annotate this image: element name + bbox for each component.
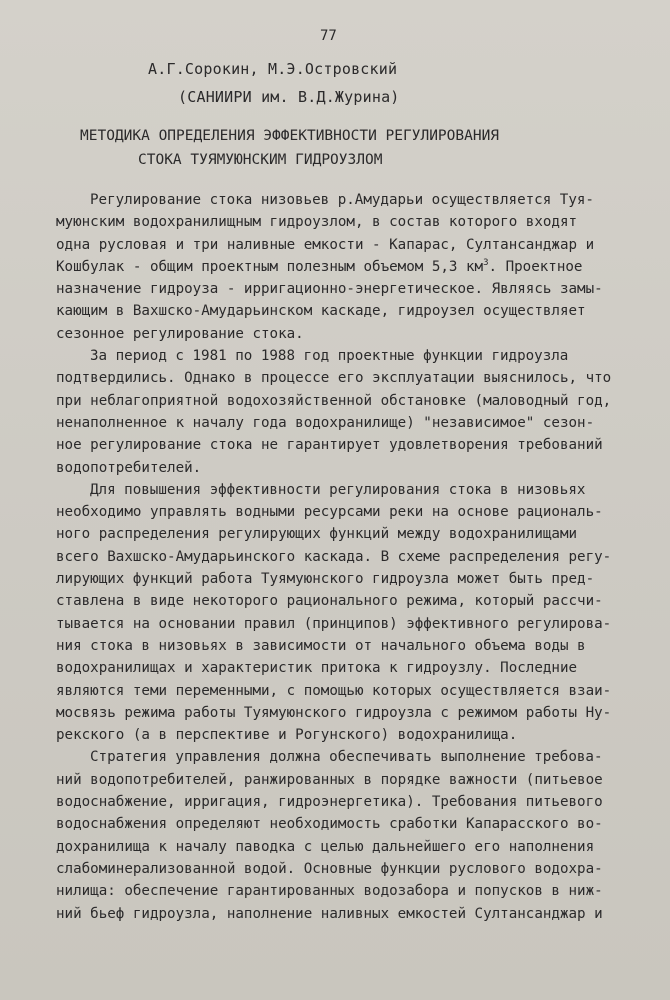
- body-line: [56, 880, 616, 902]
- body-line-text: мосвязь режима работы Туямуюнского гидроузла с режимом работы Ну-: [56, 704, 612, 721]
- body-line: [56, 546, 616, 568]
- body-line-text: водоснабжение, ирригация, гидроэнергетика). Требования питьевого: [56, 794, 603, 811]
- body-line-text: кающим в Вахшско-Амударьинском каскаде, гидроузел осуществляет: [56, 303, 586, 320]
- body-line-text-after: . Проектное: [488, 258, 583, 275]
- body-line: [56, 189, 616, 211]
- body-line-text: муюнским водохранилищным гидроузлом, в состав которого входят: [56, 214, 578, 231]
- body-line-text: водоснабжения определяют необходимость сработки Капарасского во-: [56, 816, 603, 833]
- body-line-text: ний бьеф гидроузла, наполнение наливных емкостей Султансанджар и: [56, 905, 603, 922]
- body-line-text: водохранилищах и характеристик притока к гидроузлу. Последние: [56, 660, 578, 677]
- body-line-text: тывается на основании правил (принципов) эффективного регулирова-: [56, 615, 612, 632]
- body-line: [56, 568, 616, 590]
- body-line: [56, 657, 616, 679]
- body-line-text: при неблагоприятной водохозяйственной обстановке (маловодный год,: [56, 392, 612, 409]
- body-line-text: лирующих функций работа Туямуюнского гидроузла может быть пред-: [56, 571, 595, 588]
- body-line-text: ния стока в низовьях в зависимости от начального объема воды в: [56, 637, 586, 654]
- title-line-1: МЕТОДИКА ОПРЕДЕЛЕНИЯ ЭФФЕКТИВНОСТИ РЕГУЛИРОВАНИЯ: [80, 128, 500, 144]
- body-line: [56, 724, 616, 746]
- body-line: [56, 635, 616, 657]
- body-line-text: Регулирование стока низовьев р.Амударьи осуществляется Туя-: [90, 192, 594, 208]
- body-line-text: необходимо управлять водными ресурсами реки на основе рациональ-: [56, 504, 603, 521]
- body-line-text: нилища: обеспечение гарантированных водозабора и попусков в ниж-: [56, 883, 603, 900]
- body-line: [56, 412, 616, 434]
- body-line: [56, 590, 616, 612]
- affiliation: (САНИИРИ им. В.Д.Журина): [178, 88, 400, 106]
- body-line: [56, 211, 616, 233]
- body-line: [56, 858, 616, 880]
- body-line-text: За период с 1981 по 1988 год проектные функции гидроузла: [90, 348, 569, 365]
- body-line-text: являются теми переменными, с помощью которых осуществляется взаи-: [56, 682, 612, 699]
- body-line: [56, 457, 616, 479]
- body-line-text: Кошбулак - общим проектным полезным объемом 5,3 км: [56, 258, 484, 275]
- body-line-text: слабоминерализованной водой. Основные функции руслового водохра-: [56, 860, 603, 877]
- title-line-2: СТОКА ТУЯМУЮНСКИМ ГИДРОУЗЛОМ: [138, 152, 383, 168]
- body-line-text: подтвердились. Однако в процессе его эксплуатации выяснилось, что: [56, 370, 612, 387]
- body-line: [56, 434, 616, 456]
- body-line-text: водопотребителей.: [56, 459, 202, 476]
- body-line-text: ний водопотребителей, ранжированных в порядке важности (питьевое: [56, 771, 603, 788]
- body-line-text: ное регулирование стока не гарантирует удовлетворения требований: [56, 437, 603, 454]
- superscript: 3: [483, 257, 489, 268]
- body-line: [56, 390, 616, 412]
- page-number: 77: [320, 28, 337, 44]
- body-line: [56, 680, 616, 702]
- body-line-text: одна русловая и три наливные емкости - Капарас, Султансанджар и: [56, 236, 595, 253]
- body-line-text: рекского (а в перспективе и Рогунского) водохранилища.: [56, 727, 518, 744]
- article-title: [80, 124, 600, 172]
- body-line: [56, 256, 616, 278]
- article-body: [56, 189, 616, 925]
- body-line: [56, 613, 616, 635]
- body-line: [56, 323, 616, 345]
- body-line-text: назначение гидроуза - ирригационно-энергетическое. Являясь замы-: [56, 281, 603, 298]
- authors: А.Г.Сорокин, М.Э.Островский: [148, 60, 398, 78]
- body-line: [56, 300, 616, 322]
- body-line-text: ненаполненное к началу года водохранилище) "независимое" сезон-: [56, 414, 595, 431]
- body-line: [56, 836, 616, 858]
- body-line-text: Для повышения эффективности регулирования стока в низовьях: [90, 481, 586, 498]
- body-line: [56, 813, 616, 835]
- body-line-text: всего Вахшско-Амударьинского каскада. В схеме распределения регу-: [56, 548, 612, 565]
- body-line-text: ставлена в виде некоторого рационального режима, который рассчи-: [56, 593, 603, 610]
- body-line-text: ного распределения регулирующих функций между водохранилищами: [56, 526, 578, 543]
- body-line: [56, 278, 616, 300]
- body-line: [56, 501, 616, 523]
- body-line: [56, 367, 616, 389]
- body-line: [56, 791, 616, 813]
- body-line: [56, 479, 616, 501]
- body-line-text: дохранилища к началу паводка с целью дальнейшего его наполнения: [56, 838, 595, 855]
- body-line: [56, 345, 616, 367]
- body-line: [56, 234, 616, 256]
- body-line-text: сезонное регулирование стока.: [56, 325, 304, 342]
- body-line: [56, 903, 616, 925]
- body-line: [56, 746, 616, 768]
- body-line: [56, 702, 616, 724]
- body-line: [56, 769, 616, 791]
- body-line-text: Стратегия управления должна обеспечивать выполнение требова-: [90, 749, 603, 766]
- body-line: [56, 523, 616, 545]
